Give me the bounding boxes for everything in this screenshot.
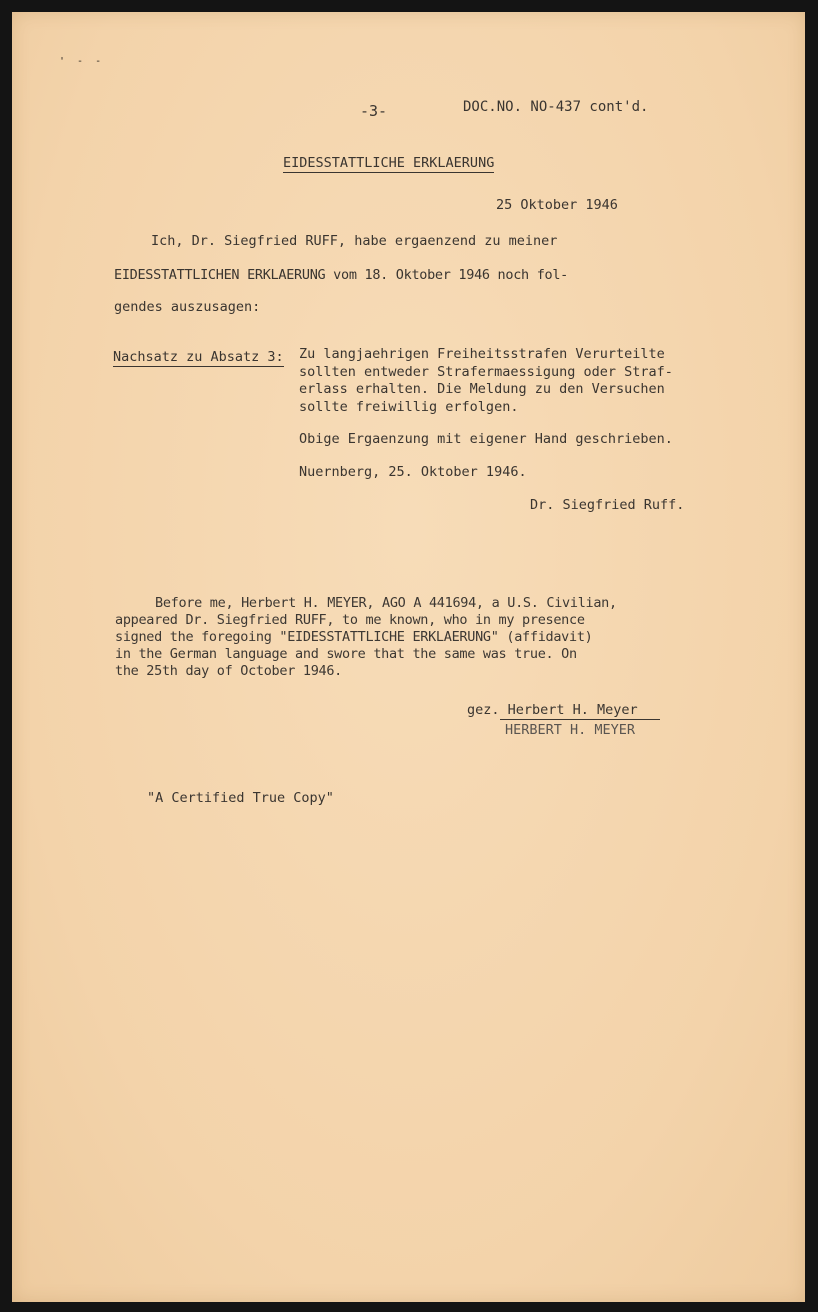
certified-copy-note: "A Certified True Copy": [147, 790, 334, 806]
certification-line: appeared Dr. Siegfried RUFF, to me known, who in my presence: [115, 612, 585, 628]
document-page: [12, 12, 805, 1302]
document-number: DOC.NO. NO-437 cont'd.: [463, 99, 649, 115]
certification-line: in the German language and swore that the same was true. On: [115, 646, 577, 662]
handwritten-note: Obige Ergaenzung mit eigener Hand geschrieben.: [299, 431, 673, 447]
signature-rule: [500, 719, 660, 720]
intro-line-3: gendes auszusagen:: [114, 299, 261, 315]
page-number: -3-: [360, 102, 388, 120]
certification-line: Before me, Herbert H. MEYER, AGO A 441694, a U.S. Civilian,: [155, 595, 617, 611]
certification-line: the 25th day of October 1946.: [115, 663, 343, 679]
supplement-line: sollte freiwillig erfolgen.: [299, 398, 519, 415]
gez-signature: gez. Herbert H. Meyer: [467, 702, 638, 718]
document-title: EIDESSTATTLICHE ERKLAERUNG: [283, 155, 495, 171]
supplement-text: [299, 346, 673, 416]
typed-name: HERBERT H. MEYER: [505, 722, 636, 738]
corner-marks: ' - -: [59, 56, 105, 67]
supplement-line: Zu langjaehrigen Freiheitsstrafen Verurteilte: [299, 346, 665, 362]
document-date: 25 Oktober 1946: [496, 197, 618, 213]
certification-line: signed the foregoing "EIDESSTATTLICHE ERKLAERUNG" (affidavit): [115, 629, 593, 645]
certification-block: [115, 595, 617, 680]
place-date: Nuernberg, 25. Oktober 1946.: [299, 464, 527, 480]
supplement-line: erlass erhalten. Die Meldung zu den Versuchen: [299, 381, 665, 397]
ruff-signature: Dr. Siegfried Ruff.: [530, 497, 685, 513]
supplement-line: sollten entweder Strafermaessigung oder Straf-: [299, 363, 673, 380]
intro-line-2: EIDESSTATTLICHEN ERKLAERUNG vom 18. Oktober 1946 noch fol-: [114, 267, 569, 283]
supplement-label: Nachsatz zu Absatz 3:: [113, 349, 284, 365]
intro-line-1: Ich, Dr. Siegfried RUFF, habe ergaenzend zu meiner: [151, 233, 558, 249]
